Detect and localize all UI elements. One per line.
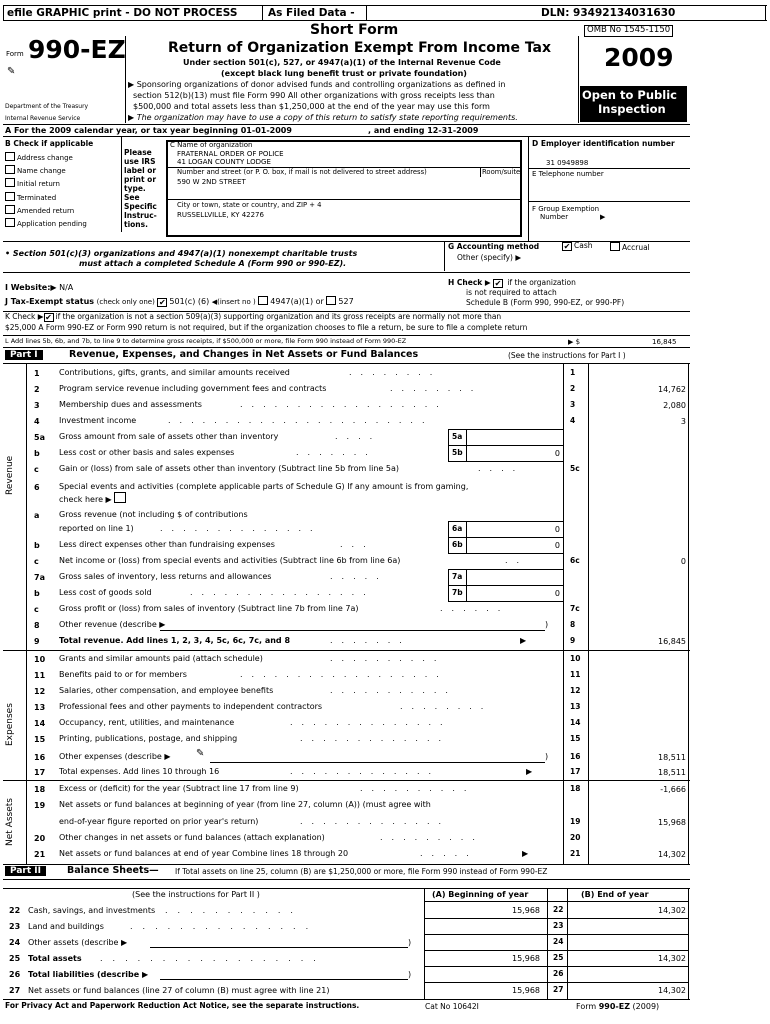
line-number: 16 [34, 753, 46, 762]
please-line-6: See [124, 193, 140, 202]
line-19-row-2: end-of-year figure reported on prior year's return) ............. 19 15,968 [59, 817, 686, 827]
open-to-public-line1: Open to Public [582, 88, 677, 102]
line-20-row: 20 Other changes in net assets or fund balances (attach explanation) ......... 20 [34, 833, 581, 843]
line-24-row: 24 Other assets (describe ▶ ) 24 [9, 937, 564, 947]
line-10-row: 10 Grants and similar amounts paid (attach schedule) .......... 10 [34, 654, 581, 664]
accounting-method-label [448, 243, 539, 252]
website-value[interactable]: N/A [59, 283, 74, 292]
street-address[interactable]: 590 W 2ND STREET [177, 178, 246, 186]
line-number: 13 [34, 703, 46, 712]
line-value[interactable]: -1,666 [660, 785, 686, 794]
line-number: 11 [34, 671, 46, 680]
gaming-checkbox[interactable] [114, 492, 126, 503]
l-line-arrow: ▶ $ [568, 338, 581, 346]
form-footer-year: (2009) [632, 1002, 660, 1011]
short-form-label: Short Form [310, 22, 399, 38]
line-ref: 27 [553, 985, 564, 994]
line-2-row: 2 Program service revenue including government fees and contracts ........ 2 14,762 [34, 384, 686, 394]
line-ref: 2 [570, 384, 576, 393]
line-number: 7a [34, 573, 45, 582]
please-line-1: Please [124, 148, 152, 157]
line-ref: 4 [570, 416, 576, 425]
ein-value[interactable]: 31 0949898 [546, 159, 589, 167]
line-16-row: 16 Other expenses (describe ▶ ✎ ) 16 18,511 [34, 748, 686, 762]
org-name-line2[interactable]: 41 LOGAN COUNTY LODGE [177, 158, 271, 166]
line-description: end-of-year figure reported on prior year's return) [59, 817, 259, 826]
line-6b-row: b Less direct expenses other than fundraising expenses ... 6b 0 [34, 540, 560, 550]
form-icon: ✎ [7, 66, 16, 77]
tax-exempt-row [5, 296, 354, 307]
group-exemption-number: Number [540, 213, 569, 221]
line-number: 26 [9, 970, 21, 979]
line-number: b [34, 589, 40, 598]
line-description: reported on line 1) [59, 524, 134, 533]
line-number: 6 [34, 483, 40, 492]
inner-line-ref: 6b [452, 540, 463, 549]
line-ref: 18 [570, 784, 581, 793]
line-9-row: 9 Total revenue. Add lines 1, 2, 3, 4, 5c, 6c, 7c, and 8 ....... ▶ 9 16,845 [34, 636, 686, 646]
form-footer-label: Form [576, 1002, 597, 1011]
line-ref: 6c [570, 556, 580, 565]
checkbox[interactable] [5, 192, 15, 201]
catalog-number: Cat No 10642I [425, 1002, 479, 1011]
k-checkbox[interactable]: ✔ [45, 313, 52, 322]
form-subtitle-2: (except black lung benefit trust or private foundation) [221, 69, 467, 78]
please-line-9: tions. [124, 220, 148, 229]
line-ref: 15 [570, 734, 581, 743]
k-line-text: if the organization is not a section 509(a)(3) supporting organization and its gross receipts are normally not more than [55, 312, 502, 321]
line-ref: 13 [570, 702, 581, 711]
application-pending-option[interactable] [5, 218, 87, 228]
line-number: b [34, 541, 40, 550]
line-number: c [34, 557, 39, 566]
accounting-method-text: G Accounting method [448, 242, 540, 251]
part2-note: If Total assets on line 25, column (B) are $1,250,000 or more, file Form 990 instead of Form 990-EZ [175, 867, 548, 876]
line-number: 17 [34, 768, 46, 777]
line-number: c [34, 605, 39, 614]
line-description: Less direct expenses other than fundraising expenses [59, 540, 275, 549]
expenses-side-label: Expenses [5, 703, 15, 747]
website-row [5, 283, 73, 292]
org-name-label: C Name of organization [170, 141, 253, 149]
accrual-option[interactable] [610, 242, 650, 253]
please-line-7: Specific [124, 202, 157, 211]
checkbox[interactable] [5, 165, 15, 174]
application-pending-label: Application pending [17, 220, 87, 228]
line-number: 21 [34, 850, 46, 859]
line-ref: 5c [570, 464, 580, 473]
initial-return-label: Initial return [17, 180, 60, 188]
check-only-one: (check only one) [96, 298, 155, 306]
inner-line-value[interactable]: 0 [554, 449, 560, 458]
line-number: 19 [34, 801, 46, 810]
line-ref: 12 [570, 686, 581, 695]
inner-line-ref: 6a [452, 524, 463, 533]
beginning-value[interactable]: 15,968 [512, 906, 540, 915]
line-ref: 24 [553, 937, 564, 946]
line-value[interactable]: 18,511 [658, 768, 686, 777]
line-13-row: 13 Professional fees and other payments to independent contractors ........ 13 [34, 702, 581, 712]
part2-instructions: (See the instructions for Part II ) [132, 890, 260, 899]
address-change-option[interactable] [5, 152, 73, 162]
527-label: 527 [338, 297, 354, 306]
line-ref: 8 [570, 620, 576, 629]
form-number: 990-EZ [28, 35, 126, 64]
please-line-8: Instruc- [124, 211, 157, 220]
line-number: b [34, 449, 40, 458]
line-19-row-1 [0, 798, 770, 814]
group-exemption-label: F Group Exemption [532, 205, 600, 213]
line-value[interactable]: 2,080 [663, 401, 686, 410]
cash-option[interactable] [562, 242, 593, 251]
attachment-icon[interactable]: ✎ [196, 748, 205, 759]
part1-note: (See the instructions for Part I ) [508, 351, 626, 360]
line-description: Other assets (describe ▶ [28, 938, 128, 947]
line-description: Occupancy, rent, utilities, and maintenance [59, 718, 235, 727]
k-line-1 [5, 313, 501, 322]
line-description: Total revenue. Add lines 1, 2, 3, 4, 5c, 6c, 7c, and 8 [59, 636, 291, 645]
line-description: Gross profit or (loss) from sales of inventory (Subtract line 7b from line 7a) [59, 604, 359, 613]
line-description: Membership dues and assessments [59, 400, 202, 409]
line-description: Gross amount from sale of assets other than inventory [59, 432, 279, 441]
inner-line-ref: 7a [452, 572, 463, 581]
line-value[interactable]: 18,511 [658, 753, 686, 762]
line-description: Benefits paid to or for members [59, 670, 187, 679]
cash-label: Cash [574, 241, 593, 250]
sponsor-note-1: ▶ Sponsoring organizations of donor advised funds and controlling organizations as defined in [128, 80, 506, 89]
check-if-applicable: B Check if applicable [5, 139, 94, 148]
name-change-label: Name change [17, 167, 66, 175]
line-number: 27 [9, 986, 21, 995]
line-ref: 10 [570, 654, 581, 663]
checkbox[interactable] [5, 218, 15, 227]
please-line-2: use IRS [124, 157, 156, 166]
section-501-note-2: must attach a completed Schedule A (Form 990 or 990-EZ). [79, 259, 347, 268]
part1-title: Revenue, Expenses, and Changes in Net Assets or Fund Balances [69, 349, 419, 360]
line-ref: 19 [570, 817, 581, 826]
line-5c-row: c Gain or (loss) from sale of assets other than inventory (Subtract line 5b from line 5a) .... 5c [34, 464, 580, 474]
line-description: Other expenses (describe ▶ [59, 752, 171, 761]
website-label: I Website:▶ [5, 283, 57, 292]
line-description: Other revenue (describe ▶ [59, 620, 166, 629]
beginning-value[interactable]: 15,968 [512, 954, 540, 963]
501c-checkbox[interactable]: ✔ [159, 298, 166, 307]
beginning-value[interactable]: 15,968 [512, 986, 540, 995]
line-number: 2 [34, 385, 40, 394]
line-ref: 16 [570, 752, 581, 761]
line-number: 20 [34, 834, 46, 843]
line-value[interactable]: 14,762 [658, 385, 686, 394]
line-number: 22 [9, 906, 21, 915]
line-description: Less cost of goods sold [59, 588, 152, 597]
line-6a-row-2: reported on line 1) .............. 6a 0 [59, 524, 560, 534]
line-description: Contributions, gifts, grants, and similar amounts received [59, 368, 290, 377]
l-line-text: L Add lines 5b, 6b, and 7b, to line 9 to determine gross receipts, if $500,000 or more, file Form 990 instead of Form 990-EZ [5, 337, 407, 345]
line-23-row: 23 Land and buildings ............... 23 [9, 921, 564, 931]
section-501-note-1: • Section 501(c)(3) organizations and 4947(a)(1) nonexempt charitable trusts [5, 249, 358, 258]
line-7b-row: b Less cost of goods sold ................ 7b 0 [34, 588, 560, 598]
city-state-zip[interactable]: RUSSELLVILLE, KY 42276 [177, 211, 264, 219]
inner-line-ref: 7b [452, 588, 463, 597]
line-ref: 21 [570, 849, 581, 858]
inner-line-ref: 5b [452, 448, 463, 457]
line-27-row [0, 983, 770, 999]
line-number: c [34, 465, 39, 474]
room-suite-label: Room/suite [482, 168, 521, 176]
501c-label: 501(c) (6) [169, 297, 210, 306]
inner-line-value[interactable]: 0 [554, 541, 560, 550]
line-description: Cash, savings, and investments [28, 906, 156, 915]
line-3-row: 3 Membership dues and assessments .................. 3 2,080 [34, 400, 686, 410]
line-ref: 11 [570, 670, 581, 679]
line-ref: 3 [570, 400, 576, 409]
line-description: Investment income [59, 416, 137, 425]
name-change-option[interactable] [5, 165, 66, 175]
as-filed-label: As Filed Data - [268, 7, 355, 19]
open-to-public-line2: Inspection [598, 102, 666, 116]
line-number: 15 [34, 735, 46, 744]
line-26-row: 26 Total liabilities (describe ▶ ) 26 [9, 969, 564, 979]
line-1-row: 1 Contributions, gifts, grants, and similar amounts received ........ 1 [34, 368, 576, 378]
address-change-label: Address change [17, 154, 73, 162]
sponsor-note-3: $500,000 and total assets less than $1,250,000 at the end of the year may use this form [133, 102, 490, 111]
tax-year: 2009 [604, 43, 674, 72]
line-number: 1 [34, 369, 40, 378]
line-number: 5a [34, 433, 45, 442]
line-value[interactable]: 16,845 [658, 637, 686, 646]
line-number: 24 [9, 938, 21, 947]
line-description: Excess or (deficit) for the year (Subtract line 17 from line 9) [59, 784, 299, 793]
inner-line-value[interactable]: 0 [554, 589, 560, 598]
line-description: Total expenses. Add lines 10 through 16 [59, 767, 220, 776]
amended-return-label: Amended return [17, 207, 75, 215]
line-6-row [0, 480, 770, 504]
line-21-row: 21 Net assets or fund balances at end of year Combine lines 18 through 20 ..... ▶ 21 14,302 [34, 849, 686, 859]
k-line-2: $25,000 A Form 990-EZ or Form 990 return is not required, but if the organization chooses to file a return, be sure to file a complete return [5, 323, 528, 332]
line-description: Land and buildings [28, 922, 104, 931]
net-assets-side-label: Net Assets [5, 798, 15, 847]
dln-number: DLN: 93492134031630 [541, 7, 676, 19]
h-check-text-3: Schedule B (Form 990, 990-EZ, or 990-PF) [466, 298, 625, 307]
form-prefix: Form [6, 50, 24, 58]
sponsor-note-2: section 512(b)(13) must file Form 990 All other organizations with gross receipts less than [133, 91, 495, 100]
checkbox[interactable] [5, 178, 15, 187]
terminated-label: Terminated [17, 194, 57, 202]
group-exemption-arrow: ▶ [600, 213, 606, 221]
line-number: 18 [34, 785, 46, 794]
line-18-row: 18 Excess or (deficit) for the year (Subtract line 17 from line 9) .......... 18 -1,666 [34, 784, 686, 794]
line-description: Total liabilities (describe ▶ [28, 970, 149, 979]
line-22-row: 22 Cash, savings, and investments ........... 15,968 22 14,302 [9, 905, 686, 915]
line-ref: 17 [570, 767, 581, 776]
line-description: Printing, publications, postage, and shipping [59, 734, 238, 743]
line-number: 14 [34, 719, 46, 728]
line-description: Grants and similar amounts paid (attach schedule) [59, 654, 263, 663]
col-a-header: (A) Beginning of year [432, 890, 529, 899]
line-number: a [34, 511, 40, 520]
end-value[interactable]: 14,302 [658, 906, 686, 915]
gaming-check-row [59, 492, 128, 504]
checkbox[interactable] [5, 205, 15, 214]
line-number: 9 [34, 637, 40, 646]
h-checkbox[interactable]: ✔ [494, 279, 502, 288]
please-use-label [124, 148, 157, 229]
city-label: City or town, state or country, and ZIP + 4 [177, 201, 322, 209]
line-14-row: 14 Occupancy, rent, utilities, and maintenance .............. 14 [34, 718, 581, 728]
line-description: Gross revenue (not including $ of contributions [59, 510, 248, 519]
line-description: Total assets [28, 954, 82, 963]
line-description: Net assets or fund balances at end of year Combine lines 18 through 20 [59, 849, 349, 858]
efile-banner: efile GRAPHIC print - DO NOT PROCESS [7, 7, 238, 19]
h-check-label: H Check ▶ [448, 278, 491, 287]
line-description: Program service revenue including government fees and contracts [59, 384, 327, 393]
col-b-header: (B) End of year [581, 890, 649, 899]
line-value[interactable]: 14,302 [658, 850, 686, 859]
line-number: 3 [34, 401, 40, 410]
checkbox[interactable] [5, 152, 15, 161]
line-description: Net assets or fund balances at beginning of year (from line 27, column (A)) (must agree with [59, 800, 431, 809]
line-description: Net assets or fund balances (line 27 of column (B) must agree with line 21) [28, 986, 330, 995]
line-6c-row: c Net income or (loss) from special events and activities (Subtract line 6b from line 6a) .. 6c 0 [34, 556, 686, 566]
line-5b-row: b Less cost or other basis and sales expenses ....... 5b 0 [34, 448, 560, 458]
line-description: Gain or (loss) from sale of assets other than inventory (Subtract line 5b from line 5a) [59, 464, 399, 473]
line-number: 4 [34, 417, 40, 426]
line-15-row: 15 Printing, publications, postage, and shipping ............. 15 [34, 734, 581, 744]
part1-tag: Part I [5, 350, 43, 360]
line-description: Net income or (loss) from special events and activities (Subtract line 6b from line 6a) [59, 556, 401, 565]
line-8-row: 8 Other revenue (describe ▶ ) 8 [34, 620, 576, 630]
line-description: Special events and activities (complete applicable parts of Schedule G) If any amount is from gaming, [59, 482, 469, 491]
form-subtitle-1: Under section 501(c), 527, or 4947(a)(1) of the Internal Revenue Code [183, 58, 501, 67]
line-25-row: 25 Total assets .................. 15,968 25 14,302 [9, 953, 686, 963]
please-line-4: print or [124, 175, 157, 184]
k-check-label: K Check ▶ [5, 312, 44, 321]
line-12-row: 12 Salaries, other compensation, and employee benefits ........... 12 [34, 686, 581, 696]
line-ref: 22 [553, 905, 564, 914]
h-check-text-2: is not required to attach [466, 288, 557, 297]
initial-return-option[interactable] [5, 178, 60, 188]
527-checkbox[interactable] [326, 296, 336, 305]
tax-year-ending: , and ending 12-31-2009 [368, 126, 479, 135]
form-title: Return of Organization Exempt From Income Tax [168, 40, 552, 56]
privacy-notice: For Privacy Act and Paperwork Reduction Act Notice, see the separate instructions. [5, 1001, 360, 1010]
street-label: Number and street (or P. O. box, if mail is not delivered to street address) [177, 168, 427, 176]
accounting-other[interactable]: Other (specify) ▶ [457, 253, 522, 262]
state-reporting-note: ▶ The organization may have to use a copy of this return to satisfy state reporting requirements. [128, 113, 518, 122]
inner-line-value[interactable]: 0 [554, 525, 560, 534]
line-value[interactable]: 0 [680, 557, 686, 566]
end-value[interactable]: 14,302 [658, 954, 686, 963]
please-line-5: type. [124, 184, 146, 193]
part2-tag: Part II [5, 866, 46, 876]
line-value[interactable]: 15,968 [658, 818, 686, 827]
line-4-row: 4 Investment income ....................... 4 3 [34, 416, 686, 426]
h-check-row [448, 279, 576, 288]
line-ref: 20 [570, 833, 581, 842]
treasury-dept: Department of the Treasury [5, 103, 89, 110]
h-check-text-1: if the organization [507, 278, 576, 287]
telephone-label: E Telephone number [532, 170, 604, 178]
insert-no-label: ◀(insert no ) [211, 298, 256, 306]
line-description: Professional fees and other payments to independent contractors [59, 702, 323, 711]
line-ref: 1 [570, 368, 576, 377]
line-5a-row: 5a Gross amount from sale of assets other than inventory .... 5a [34, 432, 463, 442]
line-description: Salaries, other compensation, and employee benefits [59, 686, 274, 695]
line-description: Less cost or other basis and sales expenses [59, 448, 235, 457]
line-ref: 25 [553, 953, 564, 962]
accrual-checkbox[interactable] [610, 242, 620, 251]
line-7c-row: c Gross profit or (loss) from sales of inventory (Subtract line 7b from line 7a) ...... 7c [34, 604, 580, 614]
omb-number: OMB No 1545-1150 [584, 25, 673, 37]
line-number: 12 [34, 687, 46, 696]
line-ref: 14 [570, 718, 581, 727]
cash-checkbox[interactable]: ✔ [563, 242, 571, 251]
line-ref: 7c [570, 604, 580, 613]
line-11-row: 11 Benefits paid to or for members .................. 11 [34, 670, 581, 680]
gross-receipts-value[interactable]: 16,845 [652, 338, 677, 346]
line-number: 8 [34, 621, 40, 630]
line-description: Other changes in net assets or fund balances (attach explanation) [59, 833, 325, 842]
line-value[interactable]: 3 [680, 417, 686, 426]
line-17-row: 17 Total expenses. Add lines 10 through 16 ............. ▶ 17 18,511 [34, 767, 686, 777]
part2-title: Balance Sheets— [67, 865, 159, 876]
line-number: 25 [9, 954, 21, 963]
4947-label: 4947(a)(1) or [270, 297, 324, 306]
line-ref: 23 [553, 921, 564, 930]
inner-line-ref: 5a [452, 432, 463, 441]
form-footer-number: 990-EZ [598, 1002, 630, 1011]
revenue-side-label: Revenue [5, 455, 15, 495]
ein-label: D Employer identification number [532, 139, 675, 148]
line-ref: 9 [570, 636, 576, 645]
amended-return-option[interactable] [5, 205, 74, 215]
line-number: 10 [34, 655, 46, 664]
please-line-3: label or [124, 166, 157, 175]
4947-checkbox[interactable] [258, 296, 268, 305]
irs-label: Internal Revenue Service [5, 115, 81, 122]
tax-year-line: A For the 2009 calendar year, or tax year beginning 01-01-2009 [5, 126, 292, 135]
line-description: Gross sales of inventory, less returns and allowances [59, 572, 272, 581]
org-name-line1[interactable]: FRATERNAL ORDER OF POLICE [177, 150, 284, 158]
gaming-check-label: check here ▶ [59, 495, 112, 504]
form-footer [576, 1002, 659, 1011]
line-7a-row: 7a Gross sales of inventory, less returns and allowances ..... 7a [34, 572, 463, 582]
line-ref: 26 [553, 969, 564, 978]
accrual-label: Accrual [622, 243, 650, 252]
line-number: 23 [9, 922, 21, 931]
tax-exempt-label: J Tax-Exempt status [5, 297, 95, 306]
terminated-option[interactable] [5, 192, 56, 202]
end-value[interactable]: 14,302 [658, 986, 686, 995]
